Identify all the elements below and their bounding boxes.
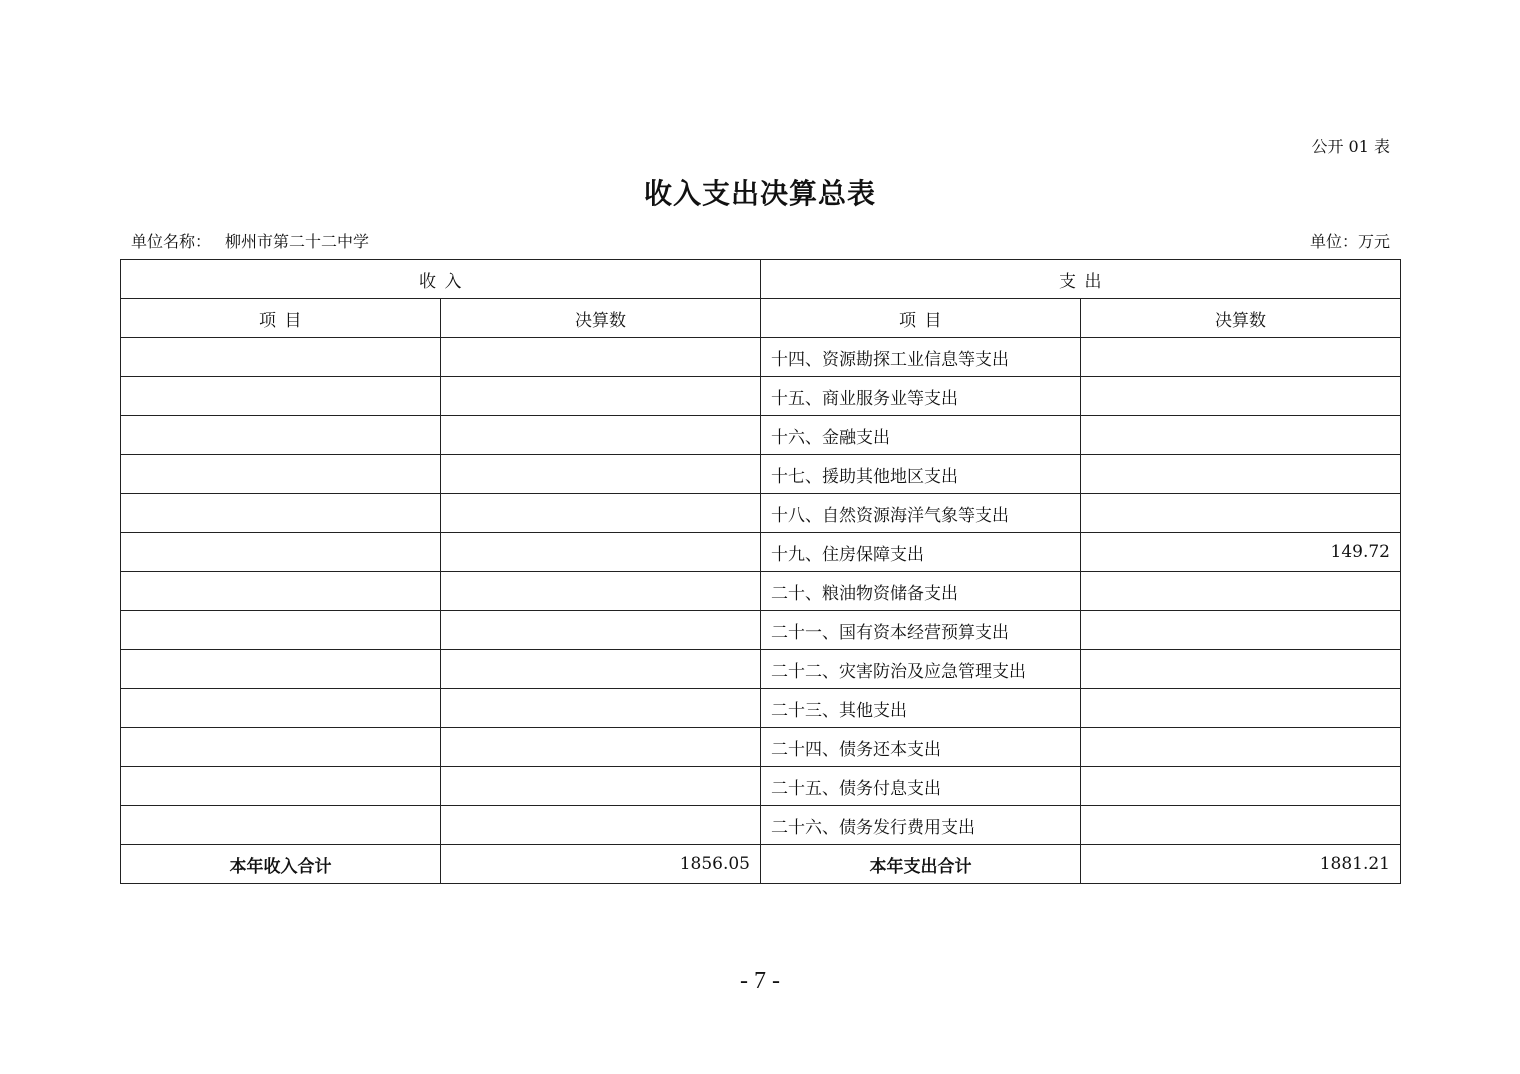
group-header-row [121,260,1401,299]
expense-total-label: 本年支出合计 [761,845,1081,884]
expense-amount-cell [1081,689,1401,728]
income-amount-cell [441,728,761,767]
expense-amount-cell [1081,806,1401,845]
income-amount-cell [441,455,761,494]
table-row [121,767,1401,806]
income-item-cell [121,689,441,728]
expense-item-cell: 十四、资源勘探工业信息等支出 [761,338,1081,377]
income-amount-header: 决算数 [441,299,761,338]
expense-amount-cell [1081,377,1401,416]
table-row [121,455,1401,494]
expense-amount-cell [1081,416,1401,455]
income-item-cell [121,611,441,650]
expense-item-cell: 二十四、债务还本支出 [761,728,1081,767]
expense-item-cell: 二十五、债务付息支出 [761,767,1081,806]
income-amount-cell [441,572,761,611]
income-item-cell [121,494,441,533]
unit-name [131,229,369,252]
income-item-cell [121,533,441,572]
unit-name-label: 单位名称： [131,232,212,251]
income-amount-cell [441,689,761,728]
income-item-cell [121,338,441,377]
expense-item-cell: 十五、商业服务业等支出 [761,377,1081,416]
income-item-cell [121,650,441,689]
table-row [121,494,1401,533]
income-item-cell [121,767,441,806]
expense-group-header: 支 出 [761,260,1401,299]
income-item-cell [121,572,441,611]
income-total-label: 本年收入合计 [121,845,441,884]
expense-total-amount: 1881.21 [1081,845,1401,884]
expense-item-cell: 十六、金融支出 [761,416,1081,455]
table-row [121,650,1401,689]
table-row [121,572,1401,611]
form-number: 公开 01 表 [1311,137,1390,156]
income-amount-cell [441,338,761,377]
income-item-cell [121,416,441,455]
expense-item-cell: 十九、住房保障支出 [761,533,1081,572]
income-amount-cell [441,767,761,806]
table-row [121,611,1401,650]
income-amount-cell [441,806,761,845]
income-amount-cell [441,377,761,416]
expense-item-header: 项 目 [761,299,1081,338]
expense-item-cell: 二十六、债务发行费用支出 [761,806,1081,845]
income-item-cell [121,455,441,494]
expense-amount-cell [1081,650,1401,689]
expense-item-cell: 二十一、国有资本经营预算支出 [761,611,1081,650]
table-row [121,728,1401,767]
table-row [121,806,1401,845]
expense-amount-cell [1081,455,1401,494]
totals-row [121,845,1401,884]
table-row [121,338,1401,377]
income-amount-cell [441,611,761,650]
expense-item-cell: 二十、粮油物资储备支出 [761,572,1081,611]
income-total-amount: 1856.05 [441,845,761,884]
expense-amount-cell [1081,767,1401,806]
income-amount-cell [441,494,761,533]
expense-amount-cell [1081,572,1401,611]
table-row [121,377,1401,416]
column-header-row [121,299,1401,338]
table-row [121,416,1401,455]
income-item-cell [121,377,441,416]
page-title: 收入支出决算总表 [643,177,876,210]
income-amount-cell [441,533,761,572]
expense-item-cell: 十七、援助其他地区支出 [761,455,1081,494]
budget-summary-table [120,259,1401,884]
table-row [121,689,1401,728]
income-item-header: 项 目 [121,299,441,338]
expense-item-cell: 二十三、其他支出 [761,689,1081,728]
income-amount-cell [441,650,761,689]
currency-unit: 单位：万元 [1309,232,1390,251]
expense-item-cell: 十八、自然资源海洋气象等支出 [761,494,1081,533]
expense-item-cell: 二十二、灾害防治及应急管理支出 [761,650,1081,689]
expense-amount-cell [1081,728,1401,767]
unit-name-value: 柳州市第二十二中学 [225,232,370,251]
expense-amount-cell: 149.72 [1081,533,1401,572]
income-amount-cell [441,416,761,455]
income-item-cell [121,728,441,767]
income-item-cell [121,806,441,845]
expense-amount-header: 决算数 [1081,299,1401,338]
income-group-header: 收 入 [121,260,761,299]
expense-amount-cell [1081,611,1401,650]
table-row [121,533,1401,572]
expense-amount-cell [1081,338,1401,377]
expense-amount-cell [1081,494,1401,533]
page-number: - 7 - [740,968,780,994]
